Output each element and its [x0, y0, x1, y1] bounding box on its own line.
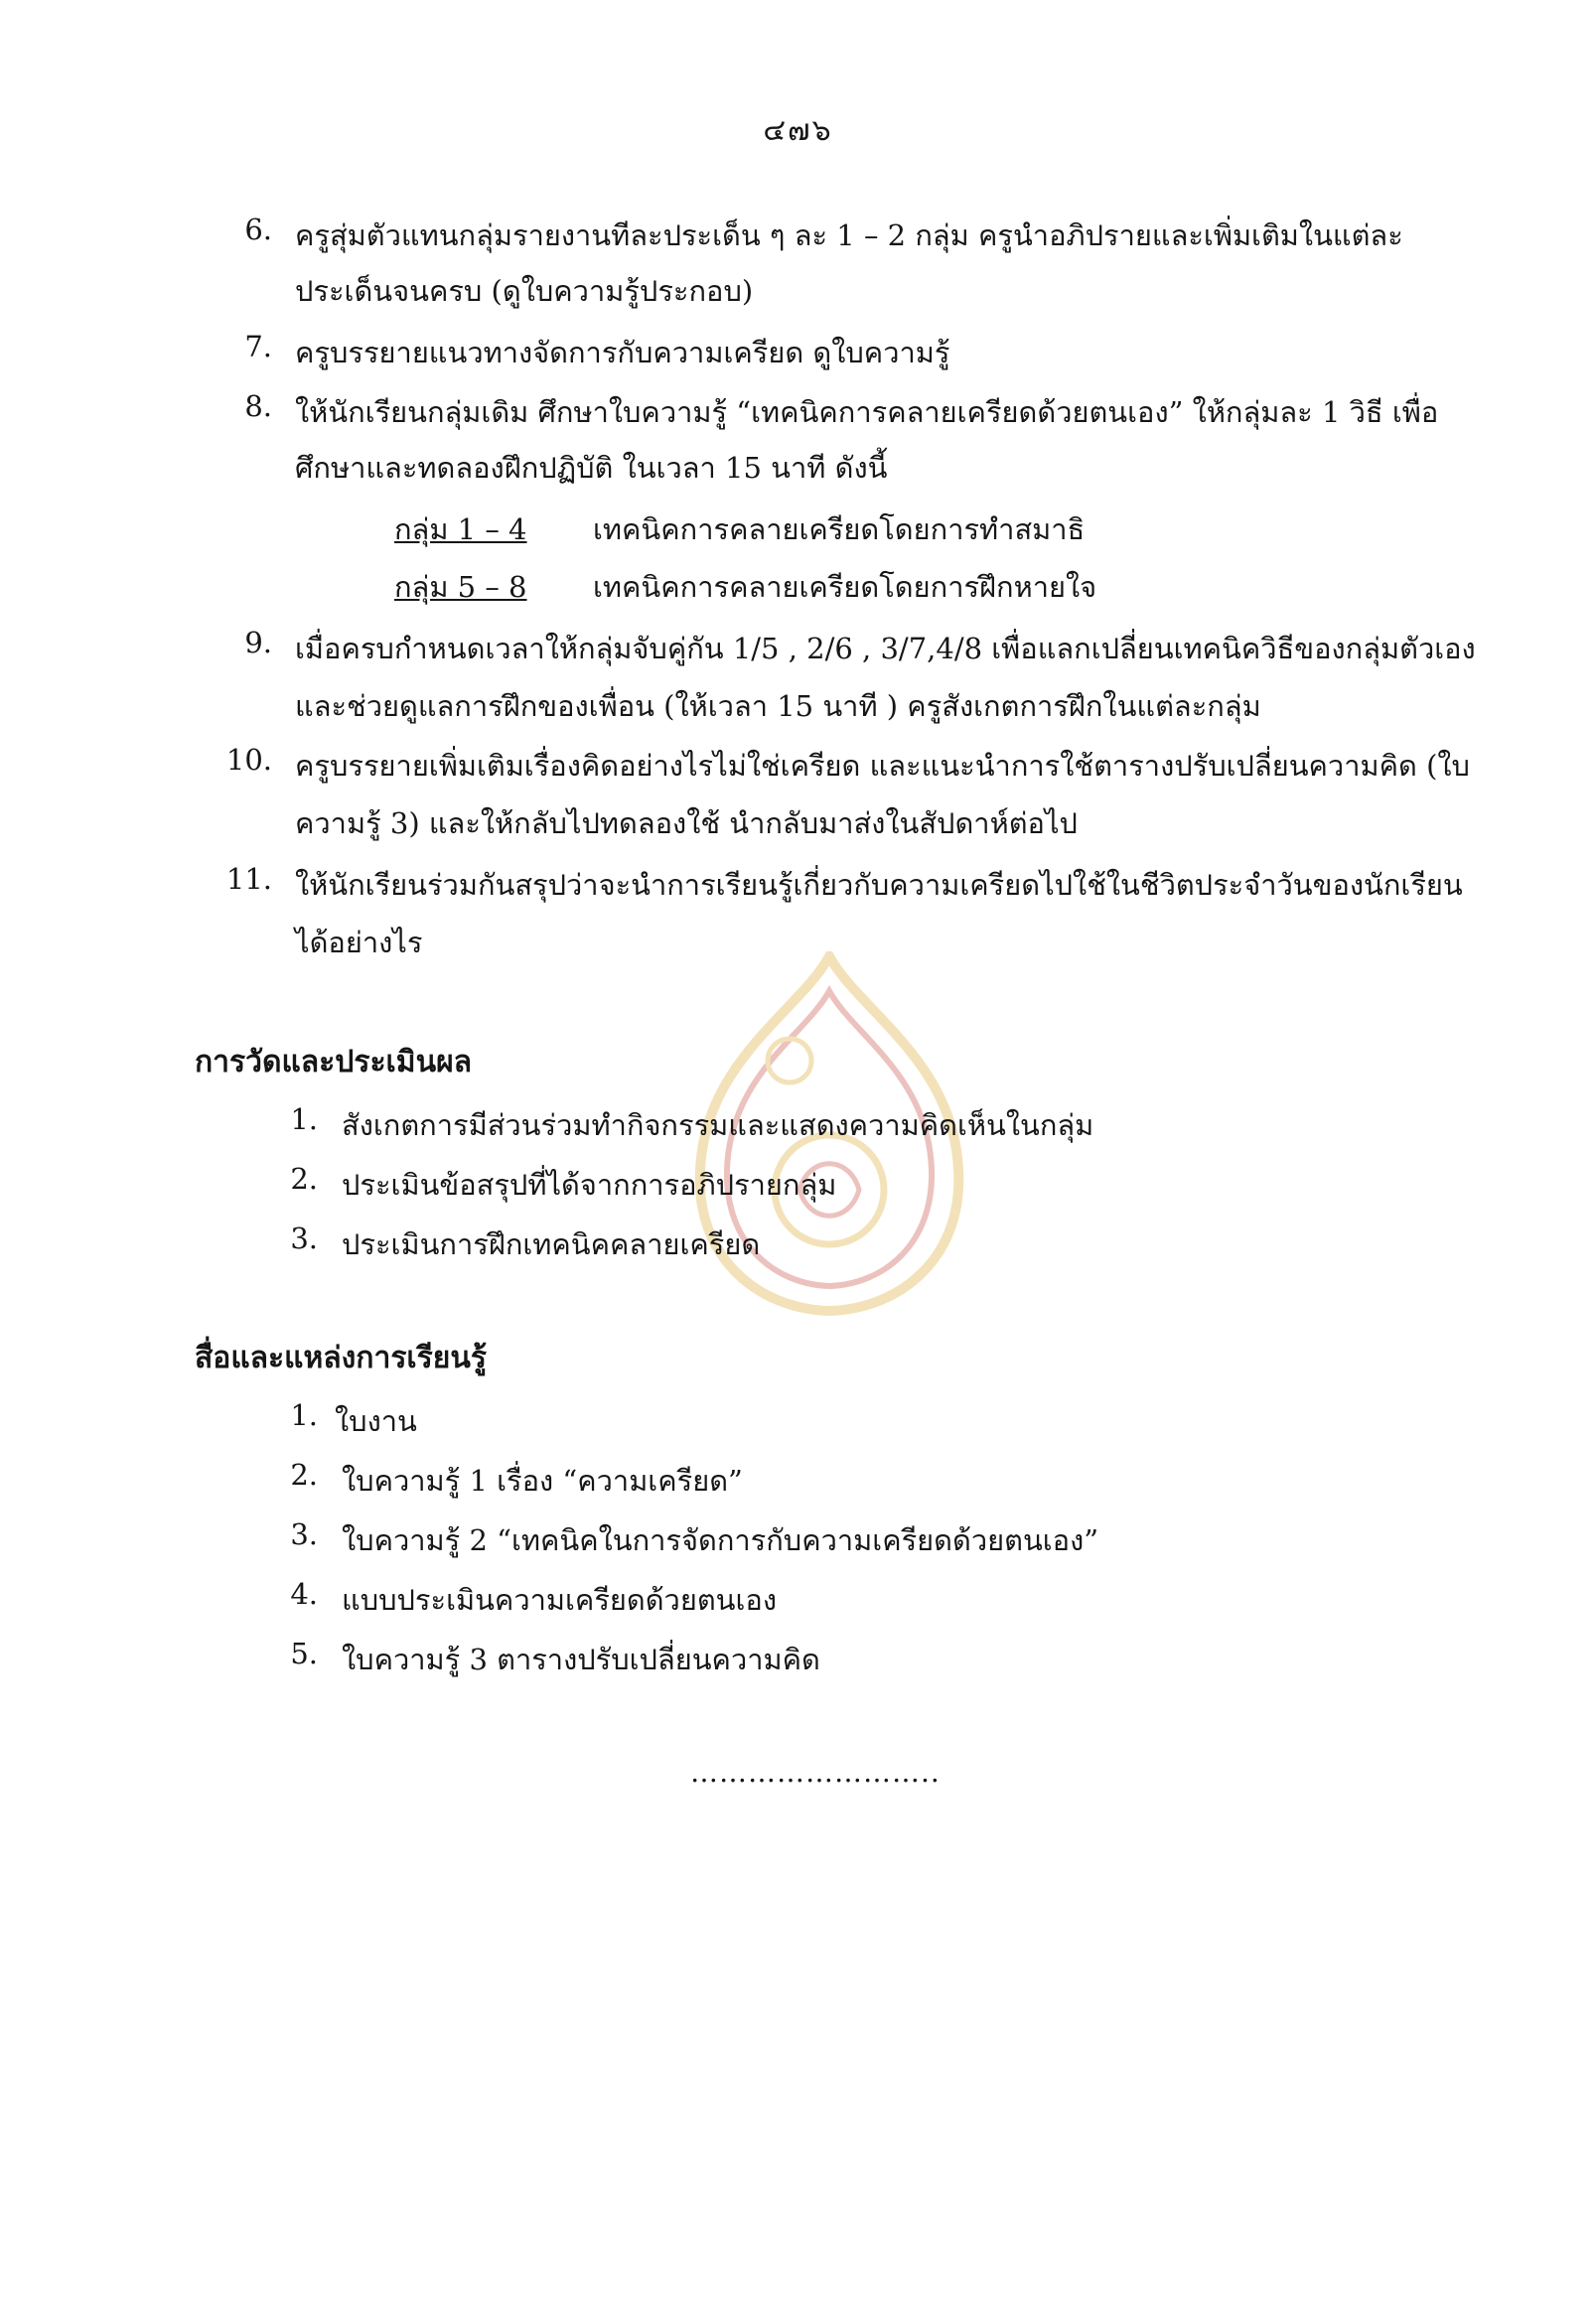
- step-text-line: ศึกษาและทดลองฝึกปฏิบัติ ในเวลา 15 นาที ดังนี้: [295, 451, 888, 485]
- evaluation-number: 3.: [290, 1222, 318, 1255]
- evaluation-number: 2.: [290, 1162, 318, 1196]
- resource-number: 5.: [290, 1637, 318, 1670]
- resource-item: แบบประเมินความเครียดด้วยตนเอง: [342, 1583, 777, 1617]
- step-number: 11.: [225, 862, 272, 896]
- closing-dots: ……………………..: [690, 1756, 941, 1789]
- group-label: กลุ่ม 1 – 4: [394, 512, 527, 546]
- step-number: 7.: [244, 330, 272, 363]
- step-text-line: ประเด็นจนครบ (ดูใบความรู้ประกอบ): [295, 274, 754, 308]
- resource-number: 1.: [290, 1398, 318, 1432]
- step-text-line: เมื่อครบกำหนดเวลาให้กลุ่มจับคู่กัน 1/5 , 2/6 , 3/7,4/8 เพื่อแลกเปลี่ยนเทคนิควิธีของกลุ่มตัวเอง: [295, 632, 1476, 665]
- evaluation-item: ประเมินข้อสรุปที่ได้จากการอภิปรายกลุ่ม: [342, 1168, 837, 1202]
- page-number: ๔๗๖: [763, 113, 833, 148]
- resource-number: 4.: [290, 1577, 318, 1611]
- step-number: 9.: [244, 626, 272, 659]
- resource-item: ใบความรู้ 3 ตารางปรับเปลี่ยนความคิด: [342, 1643, 820, 1676]
- resource-item: ใบความรู้ 1 เรื่อง “ความเครียด”: [342, 1464, 743, 1498]
- evaluation-heading: การวัดและประเมินผล: [195, 1045, 473, 1080]
- step-number: 10.: [225, 743, 272, 777]
- step-text-line: ให้นักเรียนกลุ่มเดิม ศึกษาใบความรู้ “เทคนิคการคลายเครียดด้วยตนเอง” ให้กลุ่มละ 1 วิธี เพื่อ: [295, 395, 1439, 429]
- group-technique: เทคนิคการคลายเครียดโดยการทำสมาธิ: [593, 512, 1086, 546]
- group-label: กลุ่ม 5 – 8: [394, 570, 527, 604]
- step-text-line: ความรู้ 3) และให้กลับไปทดลองใช้ นำกลับมาส่งในสัปดาห์ต่อไป: [295, 806, 1078, 840]
- step-text-line: และช่วยดูแลการฝึกของเพื่อน (ให้เวลา 15 นาที ) ครูสังเกตการฝึกในแต่ละกลุ่ม: [295, 689, 1261, 723]
- resource-item: ใบความรู้ 2 “เทคนิคในการจัดการกับความเครียดด้วยตนเอง”: [342, 1523, 1099, 1557]
- step-text-line: ได้อย่างไร: [295, 926, 423, 959]
- resource-number: 3.: [290, 1517, 318, 1551]
- step-text-line: ครูบรรยายเพิ่มเติมเรื่องคิดอย่างไรไม่ใช่เครียด และแนะนำการใช้ตารางปรับเปลี่ยนความคิด (ใบ: [295, 749, 1470, 783]
- evaluation-item: สังเกตการมีส่วนร่วมทำกิจกรรมและแสดงความคิดเห็นในกลุ่ม: [342, 1108, 1094, 1142]
- step-text-line: ครูสุ่มตัวแทนกลุ่มรายงานทีละประเด็น ๆ ละ 1 – 2 กลุ่ม ครูนำอภิปรายและเพิ่มเติมในแต่ละ: [295, 218, 1403, 252]
- step-text-line: ให้นักเรียนร่วมกันสรุปว่าจะนำการเรียนรู้เกี่ยวกับความเครียดไปใช้ในชีวิตประจำวันของนักเรียน: [295, 868, 1463, 902]
- evaluation-number: 1.: [290, 1102, 318, 1136]
- resource-number: 2.: [290, 1458, 318, 1492]
- evaluation-item: ประเมินการฝึกเทคนิคคลายเครียด: [342, 1227, 761, 1261]
- step-number: 8.: [244, 389, 272, 423]
- group-technique: เทคนิคการคลายเครียดโดยการฝึกหายใจ: [593, 570, 1097, 604]
- step-text-line: ครูบรรยายแนวทางจัดการกับความเครียด ดูใบความรู้: [295, 336, 950, 369]
- step-number: 6.: [244, 213, 272, 246]
- resource-item: ใบงาน: [335, 1404, 417, 1438]
- resources-heading: สื่อและแหล่งการเรียนรู้: [195, 1341, 487, 1375]
